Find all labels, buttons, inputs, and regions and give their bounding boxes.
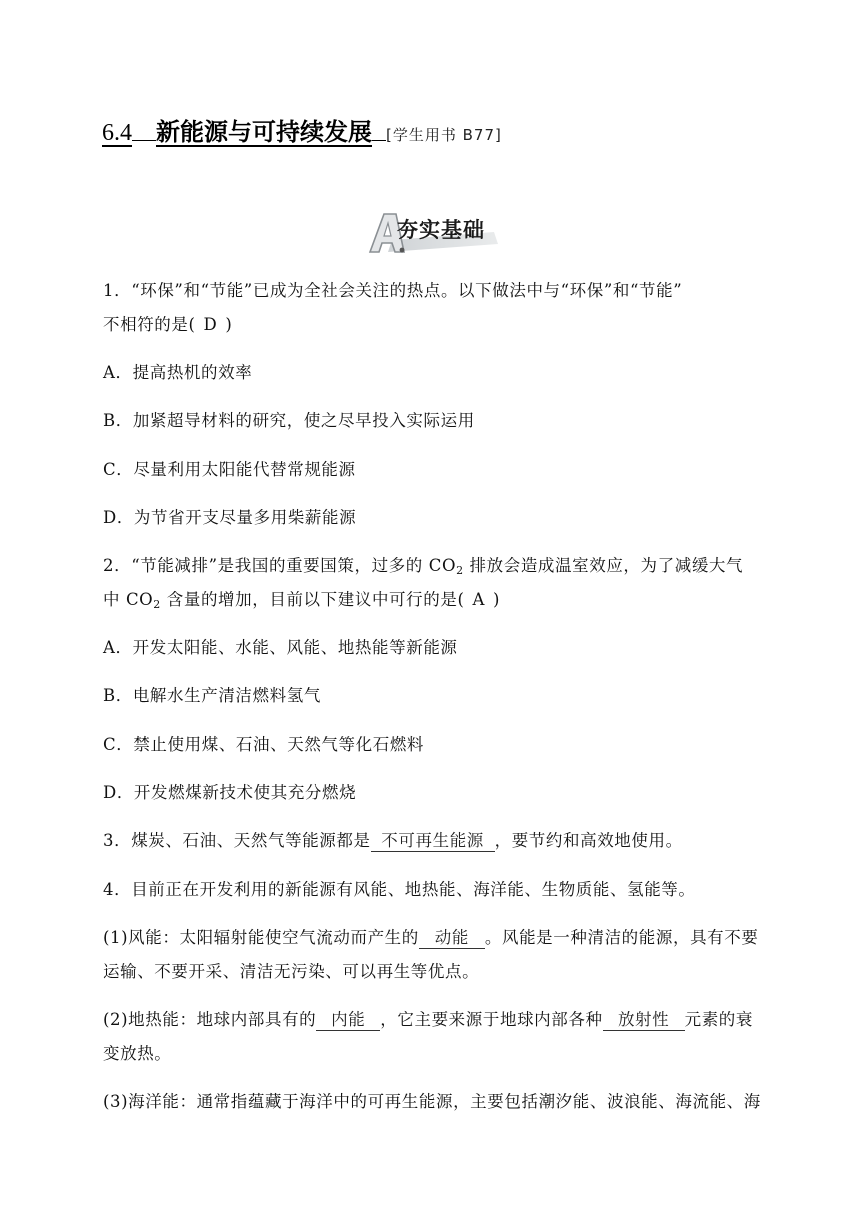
section-title bbox=[102, 112, 502, 147]
q1-option-b: B．加紧超导材料的研究，使之尽早投入实际运用 bbox=[103, 411, 475, 430]
badge-label: 夯实基础 bbox=[397, 218, 485, 242]
section-title-text: 新能源与可持续发展 bbox=[156, 118, 372, 146]
q4-part1-blank: 动能 bbox=[419, 928, 485, 949]
q1-stem-line1: 1．“环保”和“节能”已成为全社会关注的热点。以下做法中与“环保”和“节能” bbox=[103, 281, 683, 300]
q4-part2-line2: 变放热。 bbox=[103, 1044, 172, 1063]
q4-part1-line2: 运输、不要开采、清洁无污染、可以再生等优点。 bbox=[103, 962, 480, 981]
q1-option-c: C．尽量利用太阳能代替常规能源 bbox=[103, 460, 356, 479]
title-underline-gap bbox=[372, 118, 386, 141]
q3-line: 3．煤炭、石油、天然气等能源都是 不可再生能源 ，要节约和高效地使用。 bbox=[103, 831, 683, 850]
q4-intro: 4．目前正在开发利用的新能源有风能、地热能、海洋能、生物质能、氢能等。 bbox=[103, 880, 696, 899]
q2-option-c: C．禁止使用煤、石油、天然气等化石燃料 bbox=[103, 735, 425, 754]
q1-answer: D bbox=[203, 315, 218, 334]
title-underline-gap bbox=[132, 118, 156, 141]
q4-part1-line1: (1)风能：太阳辐射能使空气流动而产生的 动能 。风能是一种清洁的能源，具有不要 bbox=[103, 928, 759, 947]
q1-option-a: A．提高热机的效率 bbox=[103, 363, 253, 382]
q4-part2-blank1: 内能 bbox=[316, 1010, 380, 1031]
q2-option-a: A．开发太阳能、水能、风能、地热能等新能源 bbox=[103, 638, 458, 657]
q2-option-b: B．电解水生产清洁燃料氢气 bbox=[103, 686, 321, 705]
q1-stem-line2: 不相符的是( D ) bbox=[103, 315, 233, 334]
q4-part3-line1: (3)海洋能：通常指蕴藏于海洋中的可再生能源，主要包括潮汐能、波浪能、海流能、海 bbox=[103, 1092, 761, 1111]
q2-answer: A bbox=[472, 590, 486, 609]
q4-part2-blank2: 放射性 bbox=[603, 1010, 685, 1031]
q2-stem-line2: 中 $CO_2$ 含量的增加，目前以下建议中可行的是( A ) bbox=[103, 590, 501, 611]
book-reference: [学生用书 B77] bbox=[386, 126, 502, 144]
section-number: 6.4 bbox=[102, 120, 132, 146]
q4-part2-line1: (2)地热能：地球内部具有的 内能 ，它主要来源于地球内部各种 放射性 元素的衰 bbox=[103, 1010, 753, 1029]
q3-blank: 不可再生能源 bbox=[371, 831, 495, 852]
q2-option-d: D．开发燃煤新技术使其充分燃烧 bbox=[103, 783, 357, 802]
q2-stem-line1: 2．“节能减排”是我国的重要国策，过多的 $CO_2$ 排放会造成温室效应，为了减缓大气 bbox=[103, 556, 744, 577]
q1-option-d: D．为节省开支尽量多用柴薪能源 bbox=[103, 508, 357, 527]
